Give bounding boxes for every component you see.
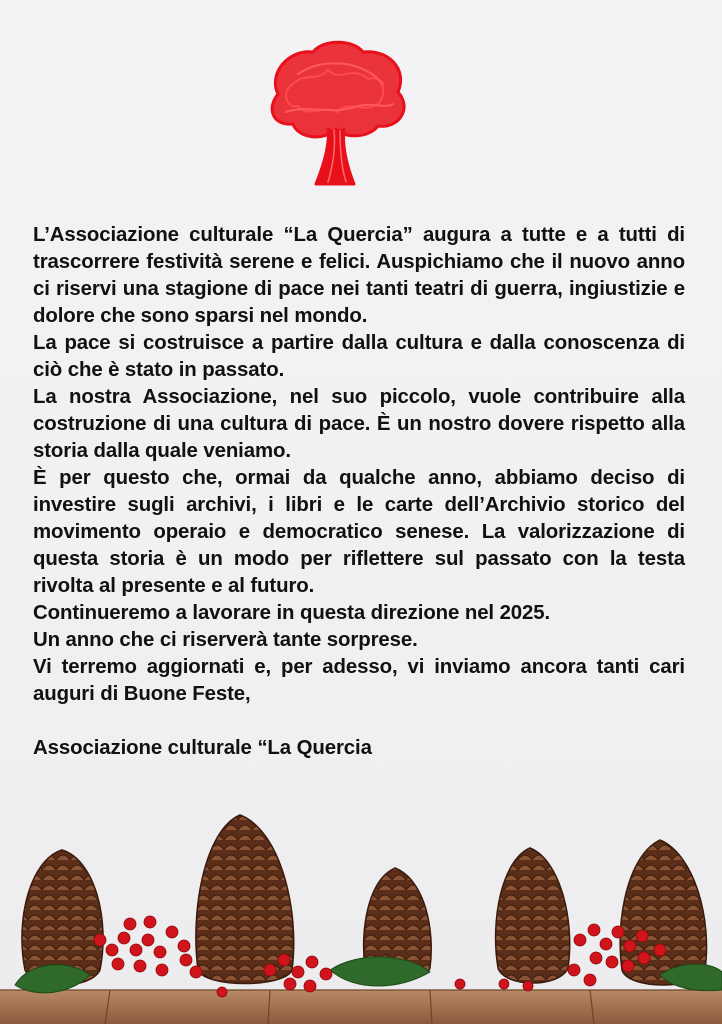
oak-tree-logo-icon xyxy=(258,34,418,194)
letter-paragraph: Vi terremo aggiornati e, per adesso, vi inviamo ancora tanti cari auguri di Buone Feste, xyxy=(33,656,685,705)
letter-paragraph: L’Associazione culturale “La Quercia” augura a tutte e a tutti di trascorrere festività serene e felici. Auspichiamo che il nuovo anno ci riservi una stagione di pace nei tanti teatri di guerra, ingiustizie e dolore che sono sparsi nel mondo. xyxy=(33,224,685,327)
greeting-letter xyxy=(33,222,685,762)
pine-cones-berries-illustration xyxy=(0,800,722,1024)
letter-paragraph: È per questo che, ormai da qualche anno, abbiamo deciso di investire sugli archivi, i libri e le carte dell’Archivio storico del movimento operaio e democratico senese. La valorizzazione di questa storia è un modo per riflettere sul passato con la testa rivolta al presente e al futuro. xyxy=(33,467,685,597)
signature: Associazione culturale “La Quercia xyxy=(33,737,372,759)
letter-paragraph: La nostra Associazione, nel suo piccolo, vuole contribuire alla costruzione di una cultura di pace. È un nostro dovere rispetto alla storia dalla quale veniamo. xyxy=(33,386,685,462)
letter-paragraph: La pace si costruisce a partire dalla cultura e dalla conoscenza di ciò che è stato in passato. xyxy=(33,332,685,381)
letter-paragraph: Continueremo a lavorare in questa direzione nel 2025. xyxy=(33,602,551,624)
letter-paragraph: Un anno che ci riserverà tante sorprese. xyxy=(33,629,418,651)
